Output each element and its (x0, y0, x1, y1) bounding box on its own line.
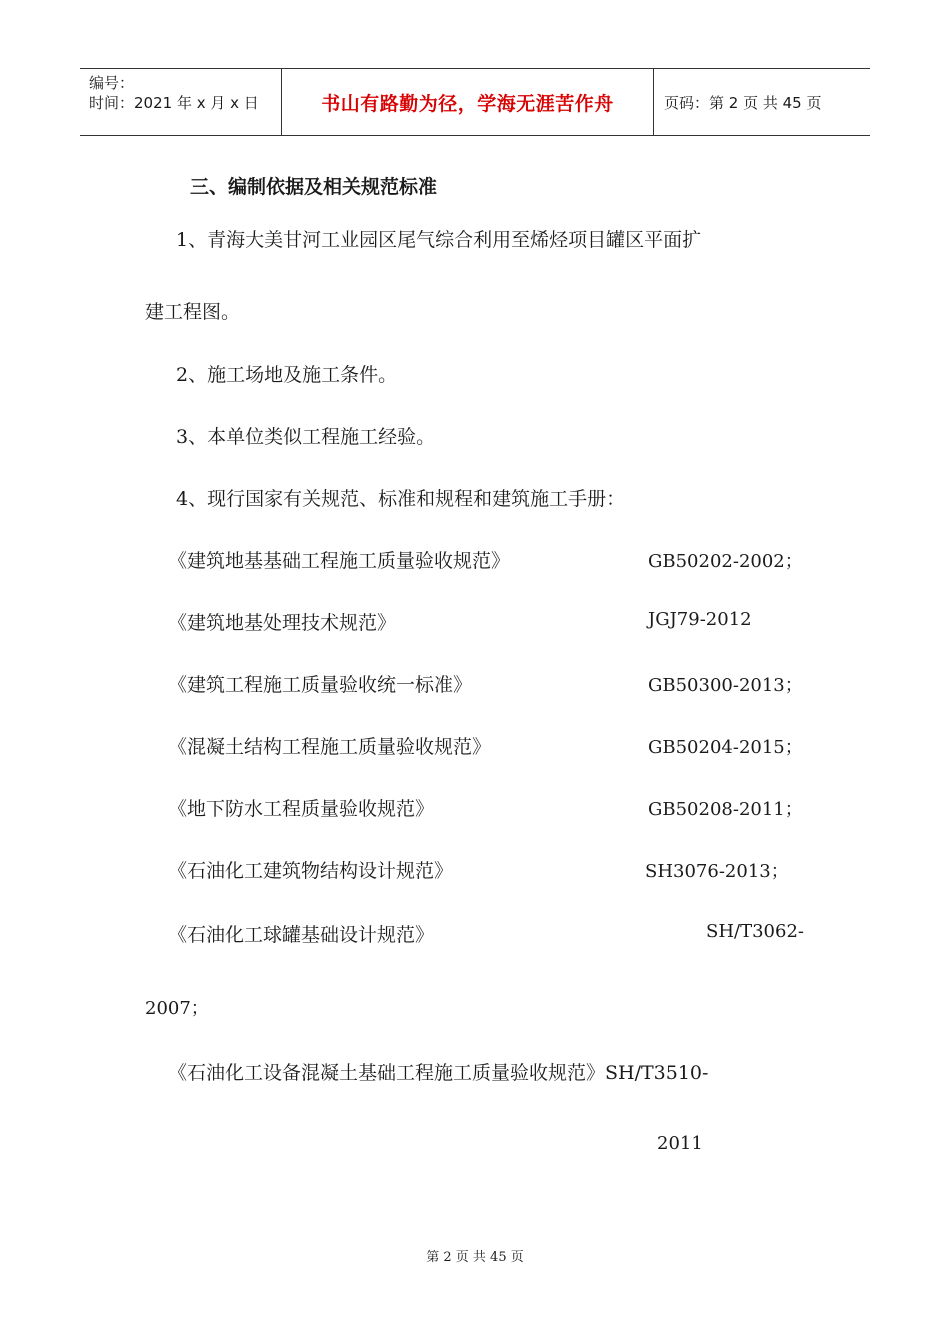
standard-code: GB50208-2011； (648, 799, 803, 820)
header-motto-cell (282, 69, 654, 135)
item-1-line-1: 1、青海大美甘河工业园区尾气综合利用至烯烃项目罐区平面扩 (176, 229, 702, 251)
standard-code: SH3076-2013； (645, 861, 789, 882)
standard-name: 《地下防水工程质量验收规范》 (168, 798, 435, 820)
standard-code: GB50202-2002； (648, 551, 803, 572)
page-footer: 第 2 页 共 45 页 (426, 1250, 524, 1265)
standard-name: 《石油化工设备混凝土基础工程施工质量验收规范》SH/T3510- (168, 1062, 709, 1084)
standard-name: 《混凝土结构工程施工质量验收规范》 (168, 736, 492, 758)
document-header (80, 68, 870, 136)
item-2: 2、施工场地及施工条件。 (176, 364, 398, 386)
standard-code: JGJ79-2012 (648, 609, 752, 630)
number-label: 编号： (89, 74, 135, 92)
time-label: 时间：2021 年 x 月 x 日 (89, 94, 259, 112)
item-3: 3、本单位类似工程施工经验。 (176, 426, 436, 448)
standard-code: SH/T3062- (706, 921, 804, 942)
standard-name: 《石油化工建筑物结构设计规范》 (168, 860, 454, 882)
section-heading: 三、编制依据及相关规范标准 (190, 176, 438, 198)
standard-name: 《石油化工球罐基础设计规范》 (168, 924, 435, 946)
standard-name: 《建筑地基基础工程施工质量验收规范》 (168, 550, 511, 572)
header-meta-cell (80, 69, 282, 135)
motto-text: 书山有路勤为径，学海无涯苦作舟 (321, 92, 614, 115)
page-info: 页码：第 2 页 共 45 页 (664, 93, 822, 112)
standard-name: 《建筑工程施工质量验收统一标准》 (168, 674, 473, 696)
item-1-line-2: 建工程图。 (145, 301, 241, 323)
standard-continuation: 2011 (657, 1133, 703, 1154)
standard-continuation: 2007； (145, 998, 209, 1019)
item-4: 4、现行国家有关规范、标准和规程和建筑施工手册： (176, 488, 626, 510)
header-page-cell (654, 69, 870, 135)
standard-code: GB50300-2013； (648, 675, 803, 696)
standard-name: 《建筑地基处理技术规范》 (168, 612, 397, 634)
standard-code: GB50204-2015； (648, 737, 803, 758)
